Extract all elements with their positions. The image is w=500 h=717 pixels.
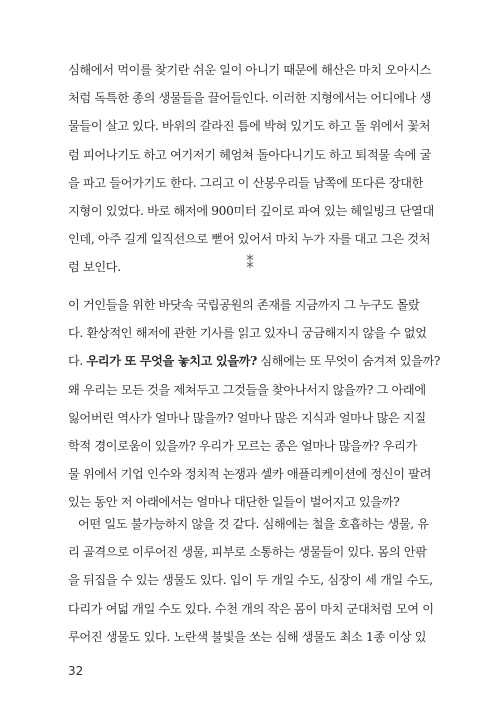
text-line: 루어진 생물도 있다. 노란색 불빛을 쏘는 심해 생물도 최소 1종 이상 있 — [68, 629, 427, 644]
paragraph-deep-sea-creatures — [68, 510, 440, 651]
text-segment: 다. — [68, 354, 83, 369]
text-line: 물 위에서 기업 인수와 정치적 논쟁과 셀카 애플리케이션에 정신이 팔려 — [68, 467, 431, 482]
text-line: 을 뒤집을 수 있는 생물도 있다. 입이 두 개일 수도, 심장이 세 개일 수도, — [68, 573, 433, 588]
text-line: 물들이 살고 있다. 바위의 갈라진 틈에 박혀 있기도 하고 돌 위에서 꽃처 — [68, 119, 431, 134]
text-line: 어떤 일도 불가능하지 않을 것 같다. 심해에는 철을 호흡하는 생물, 유 — [78, 517, 429, 531]
paragraph-seamount-habitat — [68, 56, 440, 282]
text-line: 이 거인들을 위한 바닷속 국립공원의 존재를 지금까지 그 누구도 몰랐 — [68, 298, 420, 312]
text-line: 처럼 독특한 종의 생물들을 끌어들인다. 이러한 지형에서는 어디에나 생 — [68, 91, 431, 106]
text-line: 럼 보인다. — [68, 260, 121, 275]
text-line: 을 파고 들어가기도 한다. 그리고 이 산봉우리들 남쪽에 또다른 장대한 — [68, 175, 424, 190]
text-line: 인데, 아주 길게 일직선으로 뻗어 있어서 마치 누가 자를 대고 그은 것처 — [68, 232, 431, 247]
text-line-with-emphasis — [68, 347, 440, 375]
text-line: 리 골격으로 이루어진 생물, 피부로 소통하는 생물들이 있다. 몸의 안팎 — [68, 545, 427, 560]
text-line: 있는 동안 저 아래에서는 얼마나 대단한 일들이 벌어지고 있을까? — [68, 495, 400, 510]
text-line: 왜 우리는 모든 것을 제쳐두고 그것들을 찾아나서지 않을까? 그 아래에 — [68, 382, 426, 397]
text-segment: 심해에는 또 무엇이 숨겨져 있을까? — [260, 354, 441, 369]
text-line: 럼 피어나기도 하고 여기저기 헤엄쳐 돌아다니기도 하고 퇴적물 속에 굴 — [68, 147, 431, 162]
text-line: 다리가 여덟 개일 수도 있다. 수천 개의 작은 몸이 마치 군대처럼 모여 이 — [68, 601, 434, 616]
page-number: 32 — [68, 664, 84, 678]
text-line: 학적 경이로움이 있을까? 우리가 모르는 종은 얼마나 많을까? 우리가 — [68, 438, 417, 453]
text-line: 다. 환상적인 해저에 관한 기사를 읽고 있자니 궁금해지지 않을 수 없었 — [68, 326, 427, 341]
emphasized-question: 우리가 또 무엇을 놓치고 있을까? — [86, 354, 257, 369]
text-line: 잃어버린 역사가 얼마나 많을까? 얼마나 많은 지식과 얼마나 많은 지질 — [68, 410, 426, 425]
paragraph-undersea-questions — [68, 291, 440, 517]
text-line: 심해에서 먹이를 찾기란 쉬운 일이 아니기 때문에 해산은 마치 오아시스 — [68, 63, 431, 77]
text-line: 지형이 있었다. 바로 해저에 900미터 깊이로 파여 있는 헤일빙크 단열대 — [68, 203, 434, 218]
section-break-ornament: ⁑ — [246, 254, 254, 272]
